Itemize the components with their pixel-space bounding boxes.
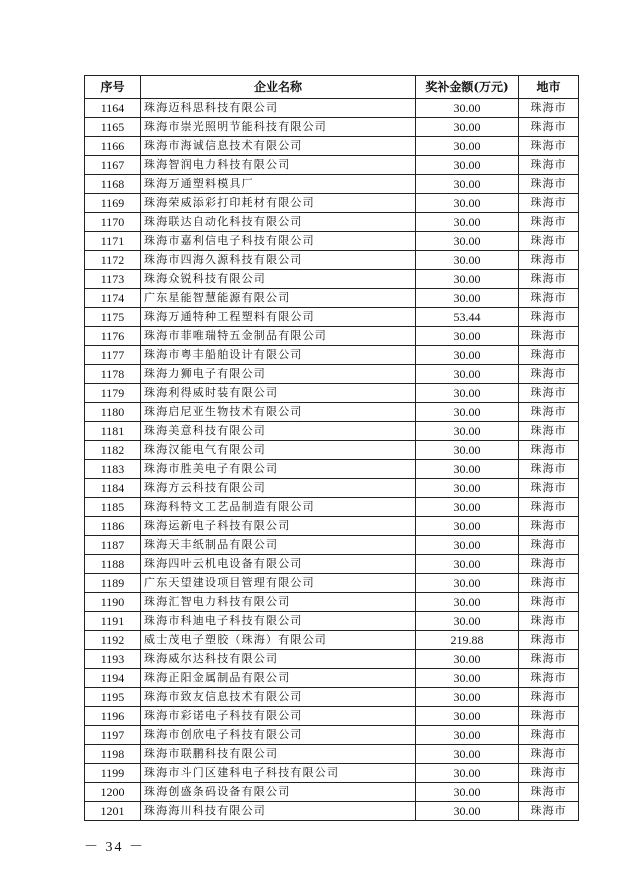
cell-serial-number: 1170 xyxy=(85,213,141,232)
cell-company-name: 广东天望建设项目管理有限公司 xyxy=(141,574,416,593)
cell-serial-number: 1195 xyxy=(85,688,141,707)
cell-company-name: 广东星能智慧能源有限公司 xyxy=(141,289,416,308)
table-row xyxy=(85,441,579,460)
cell-city: 珠海市 xyxy=(519,517,579,536)
cell-subsidy-amount: 30.00 xyxy=(416,346,519,365)
cell-subsidy-amount: 30.00 xyxy=(416,688,519,707)
subsidy-table xyxy=(84,75,579,821)
cell-subsidy-amount: 30.00 xyxy=(416,156,519,175)
cell-serial-number: 1180 xyxy=(85,403,141,422)
cell-company-name: 珠海力狮电子有限公司 xyxy=(141,365,416,384)
cell-city: 珠海市 xyxy=(519,726,579,745)
cell-serial-number: 1178 xyxy=(85,365,141,384)
table-row xyxy=(85,688,579,707)
cell-serial-number: 1198 xyxy=(85,745,141,764)
cell-subsidy-amount: 30.00 xyxy=(416,194,519,213)
cell-company-name: 珠海四叶云机电设备有限公司 xyxy=(141,555,416,574)
cell-company-name: 珠海运新电子科技有限公司 xyxy=(141,517,416,536)
table-row xyxy=(85,384,579,403)
cell-company-name: 珠海万通塑料模具厂 xyxy=(141,175,416,194)
cell-serial-number: 1183 xyxy=(85,460,141,479)
cell-subsidy-amount: 30.00 xyxy=(416,441,519,460)
cell-company-name: 珠海市彩诺电子科技有限公司 xyxy=(141,707,416,726)
cell-serial-number: 1188 xyxy=(85,555,141,574)
cell-city: 珠海市 xyxy=(519,479,579,498)
cell-subsidy-amount: 30.00 xyxy=(416,612,519,631)
cell-serial-number: 1164 xyxy=(85,99,141,118)
cell-company-name: 珠海天丰纸制品有限公司 xyxy=(141,536,416,555)
page-number: － 34 － xyxy=(84,840,145,855)
cell-serial-number: 1193 xyxy=(85,650,141,669)
cell-serial-number: 1187 xyxy=(85,536,141,555)
table-row xyxy=(85,479,579,498)
table-row xyxy=(85,460,579,479)
cell-subsidy-amount: 30.00 xyxy=(416,137,519,156)
cell-serial-number: 1171 xyxy=(85,232,141,251)
header-serial-number: 序号 xyxy=(85,76,141,99)
cell-city: 珠海市 xyxy=(519,669,579,688)
cell-serial-number: 1201 xyxy=(85,802,141,821)
cell-city: 珠海市 xyxy=(519,99,579,118)
cell-subsidy-amount: 30.00 xyxy=(416,289,519,308)
cell-company-name: 珠海市粤丰船舶设计有限公司 xyxy=(141,346,416,365)
cell-subsidy-amount: 30.00 xyxy=(416,422,519,441)
cell-subsidy-amount: 30.00 xyxy=(416,555,519,574)
cell-city: 珠海市 xyxy=(519,707,579,726)
cell-city: 珠海市 xyxy=(519,270,579,289)
cell-subsidy-amount: 30.00 xyxy=(416,99,519,118)
table-row xyxy=(85,327,579,346)
cell-subsidy-amount: 30.00 xyxy=(416,251,519,270)
cell-subsidy-amount: 219.88 xyxy=(416,631,519,650)
cell-company-name: 珠海市海诚信息技术有限公司 xyxy=(141,137,416,156)
cell-subsidy-amount: 30.00 xyxy=(416,175,519,194)
table-row xyxy=(85,346,579,365)
table-row xyxy=(85,536,579,555)
cell-city: 珠海市 xyxy=(519,536,579,555)
cell-city: 珠海市 xyxy=(519,441,579,460)
cell-serial-number: 1196 xyxy=(85,707,141,726)
table-row xyxy=(85,251,579,270)
table-row xyxy=(85,232,579,251)
cell-city: 珠海市 xyxy=(519,631,579,650)
cell-city: 珠海市 xyxy=(519,346,579,365)
cell-subsidy-amount: 30.00 xyxy=(416,365,519,384)
cell-serial-number: 1190 xyxy=(85,593,141,612)
table-row xyxy=(85,99,579,118)
cell-serial-number: 1179 xyxy=(85,384,141,403)
table-row xyxy=(85,194,579,213)
cell-company-name: 珠海科特文工艺品制造有限公司 xyxy=(141,498,416,517)
cell-serial-number: 1184 xyxy=(85,479,141,498)
cell-company-name: 珠海启尼亚生物技术有限公司 xyxy=(141,403,416,422)
table-row xyxy=(85,175,579,194)
table-row xyxy=(85,118,579,137)
header-company-name: 企业名称 xyxy=(141,76,416,99)
cell-subsidy-amount: 30.00 xyxy=(416,270,519,289)
table-row xyxy=(85,764,579,783)
table-row xyxy=(85,403,579,422)
cell-company-name: 珠海汉能电气有限公司 xyxy=(141,441,416,460)
table-row xyxy=(85,289,579,308)
cell-company-name: 珠海市胜美电子有限公司 xyxy=(141,460,416,479)
cell-serial-number: 1166 xyxy=(85,137,141,156)
table-row xyxy=(85,650,579,669)
cell-subsidy-amount: 30.00 xyxy=(416,403,519,422)
subsidy-table-container xyxy=(84,75,579,821)
cell-company-name: 珠海市联鹏科技有限公司 xyxy=(141,745,416,764)
cell-city: 珠海市 xyxy=(519,403,579,422)
table-row xyxy=(85,308,579,327)
table-row xyxy=(85,783,579,802)
cell-city: 珠海市 xyxy=(519,156,579,175)
cell-subsidy-amount: 30.00 xyxy=(416,669,519,688)
cell-subsidy-amount: 53.44 xyxy=(416,308,519,327)
cell-serial-number: 1165 xyxy=(85,118,141,137)
cell-serial-number: 1186 xyxy=(85,517,141,536)
cell-company-name: 珠海迈科思科技有限公司 xyxy=(141,99,416,118)
cell-city: 珠海市 xyxy=(519,251,579,270)
table-row xyxy=(85,137,579,156)
table-row xyxy=(85,555,579,574)
cell-company-name: 珠海市嘉利信电子科技有限公司 xyxy=(141,232,416,251)
cell-subsidy-amount: 30.00 xyxy=(416,460,519,479)
cell-subsidy-amount: 30.00 xyxy=(416,802,519,821)
cell-serial-number: 1177 xyxy=(85,346,141,365)
cell-city: 珠海市 xyxy=(519,118,579,137)
cell-serial-number: 1199 xyxy=(85,764,141,783)
cell-city: 珠海市 xyxy=(519,764,579,783)
table-row xyxy=(85,422,579,441)
cell-subsidy-amount: 30.00 xyxy=(416,213,519,232)
cell-city: 珠海市 xyxy=(519,213,579,232)
cell-company-name: 珠海市致友信息技术有限公司 xyxy=(141,688,416,707)
cell-serial-number: 1173 xyxy=(85,270,141,289)
cell-serial-number: 1175 xyxy=(85,308,141,327)
cell-company-name: 珠海智润电力科技有限公司 xyxy=(141,156,416,175)
cell-city: 珠海市 xyxy=(519,593,579,612)
cell-city: 珠海市 xyxy=(519,384,579,403)
table-row xyxy=(85,631,579,650)
table-row xyxy=(85,612,579,631)
cell-city: 珠海市 xyxy=(519,308,579,327)
cell-city: 珠海市 xyxy=(519,802,579,821)
table-row xyxy=(85,669,579,688)
cell-city: 珠海市 xyxy=(519,422,579,441)
table-body xyxy=(85,99,579,821)
table-row xyxy=(85,270,579,289)
table-row xyxy=(85,574,579,593)
cell-serial-number: 1194 xyxy=(85,669,141,688)
cell-serial-number: 1189 xyxy=(85,574,141,593)
cell-city: 珠海市 xyxy=(519,688,579,707)
cell-subsidy-amount: 30.00 xyxy=(416,745,519,764)
header-subsidy-amount: 奖补金额(万元) xyxy=(416,76,519,99)
cell-subsidy-amount: 30.00 xyxy=(416,764,519,783)
cell-subsidy-amount: 30.00 xyxy=(416,574,519,593)
table-row xyxy=(85,593,579,612)
cell-company-name: 珠海市科迪电子科技有限公司 xyxy=(141,612,416,631)
cell-company-name: 威士茂电子塑胶（珠海）有限公司 xyxy=(141,631,416,650)
cell-city: 珠海市 xyxy=(519,137,579,156)
cell-company-name: 珠海美意科技有限公司 xyxy=(141,422,416,441)
cell-serial-number: 1197 xyxy=(85,726,141,745)
cell-city: 珠海市 xyxy=(519,555,579,574)
cell-subsidy-amount: 30.00 xyxy=(416,498,519,517)
cell-serial-number: 1174 xyxy=(85,289,141,308)
cell-serial-number: 1181 xyxy=(85,422,141,441)
cell-serial-number: 1167 xyxy=(85,156,141,175)
cell-company-name: 珠海市四海久源科技有限公司 xyxy=(141,251,416,270)
cell-city: 珠海市 xyxy=(519,365,579,384)
cell-city: 珠海市 xyxy=(519,745,579,764)
table-row xyxy=(85,213,579,232)
cell-city: 珠海市 xyxy=(519,327,579,346)
table-row xyxy=(85,517,579,536)
cell-company-name: 珠海众锐科技有限公司 xyxy=(141,270,416,289)
cell-city: 珠海市 xyxy=(519,232,579,251)
cell-serial-number: 1191 xyxy=(85,612,141,631)
table-row xyxy=(85,745,579,764)
cell-company-name: 珠海汇智电力科技有限公司 xyxy=(141,593,416,612)
table-header-row xyxy=(85,76,579,99)
cell-company-name: 珠海市斗门区建科电子科技有限公司 xyxy=(141,764,416,783)
cell-company-name: 珠海万通特种工程塑料有限公司 xyxy=(141,308,416,327)
cell-company-name: 珠海市创欣电子科技有限公司 xyxy=(141,726,416,745)
cell-company-name: 珠海荣威添彩打印耗材有限公司 xyxy=(141,194,416,213)
table-row xyxy=(85,156,579,175)
cell-company-name: 珠海市崇光照明节能科技有限公司 xyxy=(141,118,416,137)
cell-serial-number: 1182 xyxy=(85,441,141,460)
cell-subsidy-amount: 30.00 xyxy=(416,384,519,403)
cell-serial-number: 1200 xyxy=(85,783,141,802)
cell-company-name: 珠海市菲唯瑞特五金制品有限公司 xyxy=(141,327,416,346)
table-row xyxy=(85,726,579,745)
cell-company-name: 珠海方云科技有限公司 xyxy=(141,479,416,498)
cell-serial-number: 1192 xyxy=(85,631,141,650)
header-city: 地市 xyxy=(519,76,579,99)
cell-serial-number: 1168 xyxy=(85,175,141,194)
cell-serial-number: 1185 xyxy=(85,498,141,517)
cell-city: 珠海市 xyxy=(519,289,579,308)
cell-subsidy-amount: 30.00 xyxy=(416,783,519,802)
cell-serial-number: 1172 xyxy=(85,251,141,270)
cell-company-name: 珠海联达自动化科技有限公司 xyxy=(141,213,416,232)
cell-city: 珠海市 xyxy=(519,574,579,593)
cell-company-name: 珠海海川科技有限公司 xyxy=(141,802,416,821)
cell-subsidy-amount: 30.00 xyxy=(416,726,519,745)
cell-subsidy-amount: 30.00 xyxy=(416,650,519,669)
cell-serial-number: 1169 xyxy=(85,194,141,213)
table-row xyxy=(85,365,579,384)
table-row xyxy=(85,802,579,821)
cell-serial-number: 1176 xyxy=(85,327,141,346)
table-row xyxy=(85,707,579,726)
cell-subsidy-amount: 30.00 xyxy=(416,517,519,536)
cell-company-name: 珠海正阳金属制品有限公司 xyxy=(141,669,416,688)
cell-company-name: 珠海利得威时装有限公司 xyxy=(141,384,416,403)
cell-city: 珠海市 xyxy=(519,783,579,802)
cell-subsidy-amount: 30.00 xyxy=(416,479,519,498)
cell-subsidy-amount: 30.00 xyxy=(416,536,519,555)
cell-subsidy-amount: 30.00 xyxy=(416,327,519,346)
cell-subsidy-amount: 30.00 xyxy=(416,118,519,137)
cell-subsidy-amount: 30.00 xyxy=(416,593,519,612)
cell-city: 珠海市 xyxy=(519,194,579,213)
cell-company-name: 珠海创盛条码设备有限公司 xyxy=(141,783,416,802)
cell-city: 珠海市 xyxy=(519,612,579,631)
cell-city: 珠海市 xyxy=(519,498,579,517)
cell-city: 珠海市 xyxy=(519,460,579,479)
cell-city: 珠海市 xyxy=(519,175,579,194)
cell-subsidy-amount: 30.00 xyxy=(416,707,519,726)
cell-city: 珠海市 xyxy=(519,650,579,669)
cell-subsidy-amount: 30.00 xyxy=(416,232,519,251)
table-row xyxy=(85,498,579,517)
cell-company-name: 珠海威尔达科技有限公司 xyxy=(141,650,416,669)
